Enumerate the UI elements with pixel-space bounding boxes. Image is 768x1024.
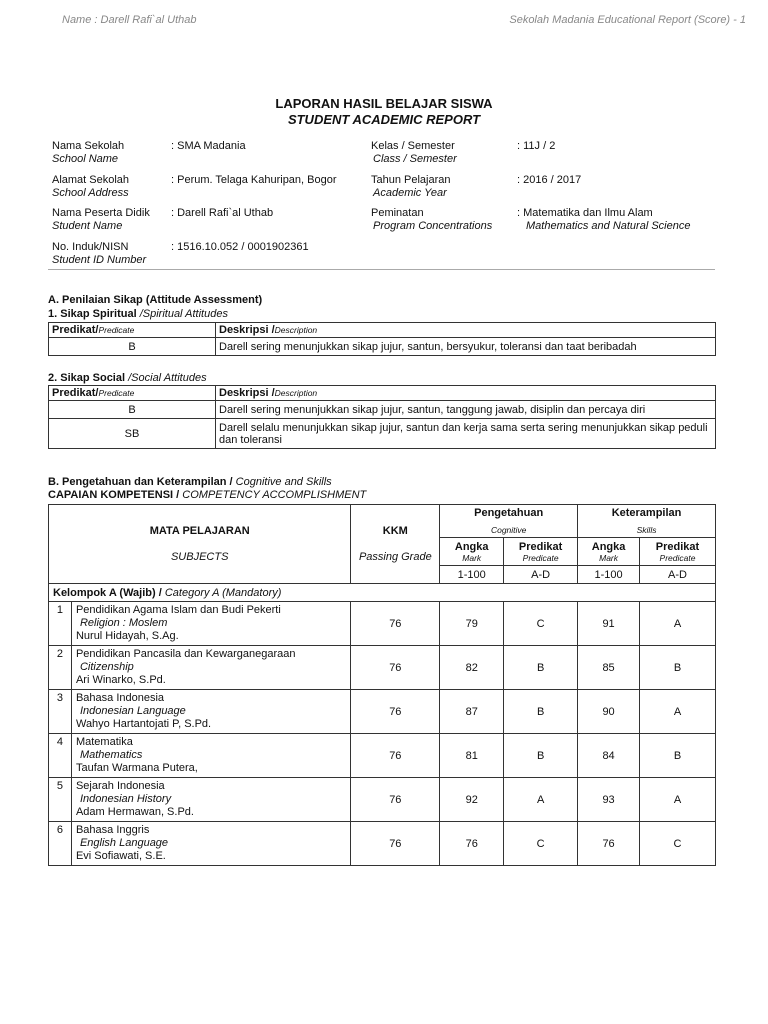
category-row <box>49 584 716 602</box>
info-label <box>52 174 129 200</box>
section-b-heading-id: B. Pengetahuan dan Keterampilan / <box>48 476 233 488</box>
section-a-heading: A. Penilaian Sikap (Attitude Assessment) <box>48 294 263 306</box>
spiritual-predicate: B <box>49 338 216 356</box>
subject-cell <box>71 646 350 690</box>
info-label-en: Student ID Number <box>52 254 147 266</box>
knowledge-mark-range: 1-100 <box>440 566 504 584</box>
kkm-value: 76 <box>351 690 440 734</box>
subject-number: 6 <box>49 822 72 866</box>
header-report-title: Sekolah Madania Educational Report (Score) - 1 <box>509 14 746 26</box>
subject-teacher: Ari Winarko, S.Pd. <box>75 674 166 686</box>
knowledge-predicate: A <box>504 778 578 822</box>
header-student-name: Name : Darell Rafi`al Uthab <box>62 14 197 26</box>
subjects-label-en: SUBJECTS <box>170 551 229 563</box>
info-label-id: Nama Peserta Didik <box>52 207 150 219</box>
subjects-header <box>49 505 351 584</box>
knowledge-mark: 87 <box>440 690 504 734</box>
subject-number: 5 <box>49 778 72 822</box>
info-value-id: : Matematika dan Ilmu Alam <box>517 207 653 219</box>
info-value-id: : 11J / 2 <box>517 140 556 152</box>
divider <box>48 269 715 270</box>
skills-predicate: B <box>640 734 716 778</box>
subject-row <box>49 734 716 778</box>
subject-teacher: Adam Hermawan, S.Pd. <box>75 806 194 818</box>
info-label-id: Tahun Pelajaran <box>371 174 451 186</box>
subject-cell <box>71 690 350 734</box>
category-label-en: Category A (Mandatory) <box>164 586 282 599</box>
subject-name-en: Mathematics <box>79 749 143 761</box>
skills-header <box>578 505 716 538</box>
info-value <box>517 207 690 233</box>
skills-predicate: A <box>640 690 716 734</box>
spiritual-description: Darell sering menunjukkan sikap jujur, santun, bersyukur, toleransi dan taat beribadah <box>216 338 716 356</box>
category-label: Kelompok A (Wajib) / <box>53 586 162 599</box>
subject-name: Pendidikan Pancasila dan Kewarganegaraan <box>75 648 296 660</box>
skills-label-en: Skills <box>636 525 657 535</box>
info-value: : Perum. Telaga Kahuripan, Bogor <box>171 174 337 186</box>
info-label-id: Peminatan <box>371 207 424 219</box>
kkm-value: 76 <box>351 734 440 778</box>
info-label <box>371 140 457 166</box>
social-predicate: B <box>49 401 216 419</box>
knowledge-mark: 82 <box>440 646 504 690</box>
kkm-value: 76 <box>351 778 440 822</box>
subject-name: Sejarah Indonesia <box>75 780 165 792</box>
knowledge-label: Pengetahuan <box>474 507 544 519</box>
spiritual-title-id: 1. Sikap Spiritual <box>48 308 137 320</box>
info-value: : SMA Madania <box>171 140 246 152</box>
subject-name-en: English Language <box>79 837 169 849</box>
report-title: LAPORAN HASIL BELAJAR SISWA <box>275 96 493 111</box>
skills-predicate: C <box>640 822 716 866</box>
spiritual-col-predicate: Predikat/Predicate <box>49 323 216 338</box>
skills-predicate: A <box>640 778 716 822</box>
knowledge-pred-range: A-D <box>504 566 578 584</box>
knowledge-predicate: C <box>504 822 578 866</box>
subject-cell <box>71 778 350 822</box>
knowledge-header <box>440 505 578 538</box>
subject-teacher: Evi Sofiawati, S.E. <box>75 850 166 862</box>
knowledge-predicate: B <box>504 734 578 778</box>
info-label-en: Program Concentrations <box>373 220 493 232</box>
skills-predicate: B <box>640 646 716 690</box>
knowledge-mark: 92 <box>440 778 504 822</box>
knowledge-mark: 76 <box>440 822 504 866</box>
subject-teacher: Taufan Warmana Putera, <box>75 762 198 774</box>
subject-name: Bahasa Inggris <box>75 824 150 836</box>
social-title-en: /Social Attitudes <box>128 372 207 384</box>
skills-mark: 93 <box>578 778 640 822</box>
info-label-id: Alamat Sekolah <box>52 174 130 186</box>
subject-teacher: Nurul Hidayah, S.Ag. <box>75 630 179 642</box>
subject-name-en: Indonesian Language <box>79 705 186 717</box>
info-label <box>371 174 451 200</box>
subject-teacher: Wahyo Hartantojati P, S.Pd. <box>75 718 212 730</box>
subject-name-en: Religion : Moslem <box>79 617 168 629</box>
info-label <box>52 207 150 233</box>
subject-row <box>49 822 716 866</box>
kkm-header <box>351 505 440 584</box>
knowledge-mark-header: Angka Mark <box>440 538 504 566</box>
skills-mark-header: Angka Mark <box>578 538 640 566</box>
spiritual-title <box>48 308 228 320</box>
kkm-value: 76 <box>351 646 440 690</box>
info-label <box>52 140 124 166</box>
report-subtitle: STUDENT ACADEMIC REPORT <box>287 112 481 127</box>
section-b-heading-en: Cognitive and Skills <box>235 476 332 488</box>
social-description: Darell sering menunjukkan sikap jujur, santun, tanggung jawab, disiplin dan percaya diri <box>216 401 716 419</box>
info-value: : 1516.10.052 / 0001902361 <box>171 241 309 253</box>
info-label-id: No. Induk/NISN <box>52 241 129 253</box>
section-b-sub <box>48 489 366 501</box>
subject-row <box>49 646 716 690</box>
knowledge-label-en: Cognitive <box>490 525 527 535</box>
info-label-en: Class / Semester <box>373 153 457 165</box>
knowledge-predicate: B <box>504 690 578 734</box>
subject-number: 2 <box>49 646 72 690</box>
skills-pred-header: Predikat Predicate <box>640 538 716 566</box>
subject-name-en: Indonesian History <box>79 793 172 805</box>
subject-number: 1 <box>49 602 72 646</box>
social-title <box>48 372 207 384</box>
info-value: : Darell Rafi`al Uthab <box>171 207 274 219</box>
subject-number: 3 <box>49 690 72 734</box>
spiritual-table <box>48 322 716 356</box>
info-label-en: School Address <box>52 187 129 199</box>
grades-table <box>48 504 716 866</box>
social-table <box>48 385 716 449</box>
knowledge-predicate: B <box>504 646 578 690</box>
info-value <box>517 140 555 153</box>
info-label-id: Nama Sekolah <box>52 140 125 152</box>
kkm-value: 76 <box>351 822 440 866</box>
subject-name: Matematika <box>75 736 133 748</box>
subjects-label: MATA PELAJARAN <box>149 525 250 537</box>
skills-pred-range: A-D <box>640 566 716 584</box>
info-label-id: Kelas / Semester <box>371 140 455 152</box>
info-label-en: Student Name <box>52 220 123 232</box>
section-b-heading <box>48 476 332 488</box>
skills-mark-range: 1-100 <box>578 566 640 584</box>
social-title-id: 2. Sikap Social <box>48 372 126 384</box>
info-label-en: School Name <box>52 153 119 165</box>
knowledge-predicate: C <box>504 602 578 646</box>
skills-mark: 76 <box>578 822 640 866</box>
skills-mark: 90 <box>578 690 640 734</box>
section-b-sub-en: COMPETENCY ACCOMPLISHMENT <box>182 489 367 501</box>
grade-rows <box>49 602 716 866</box>
skills-mark: 91 <box>578 602 640 646</box>
social-description: Darell selalu menunjukkan sikap jujur, santun dan kerja sama serta sering menunjukkan sikap peduli dan toleransi <box>216 419 716 449</box>
info-label-en: Academic Year <box>373 187 447 199</box>
kkm-label-en: Passing Grade <box>358 551 432 563</box>
subject-name-en: Citizenship <box>79 661 134 673</box>
info-label <box>371 207 492 233</box>
info-label <box>52 241 146 267</box>
spiritual-col-description: Deskripsi /Description <box>216 323 716 338</box>
info-value-id: : 2016 / 2017 <box>517 174 582 186</box>
subject-row <box>49 778 716 822</box>
knowledge-pred-header: Predikat Predicate <box>504 538 578 566</box>
subject-number: 4 <box>49 734 72 778</box>
section-b-sub-id: CAPAIAN KOMPETENSI / <box>48 489 180 501</box>
subject-row <box>49 602 716 646</box>
info-value <box>517 174 581 187</box>
social-col-predicate: Predikat/Predicate <box>49 386 216 401</box>
social-col-description: Deskripsi /Description <box>216 386 716 401</box>
knowledge-mark: 81 <box>440 734 504 778</box>
subject-row <box>49 690 716 734</box>
spiritual-title-en: /Spiritual Attitudes <box>139 308 228 320</box>
social-predicate: SB <box>49 419 216 449</box>
subject-cell <box>71 734 350 778</box>
info-value-en: Mathematics and Natural Science <box>526 220 691 232</box>
skills-mark: 84 <box>578 734 640 778</box>
subject-cell <box>71 602 350 646</box>
skills-mark: 85 <box>578 646 640 690</box>
skills-label: Keterampilan <box>611 507 682 519</box>
subject-name: Pendidikan Agama Islam dan Budi Pekerti <box>75 604 281 616</box>
subject-name: Bahasa Indonesia <box>75 692 165 704</box>
subject-cell <box>71 822 350 866</box>
kkm-value: 76 <box>351 602 440 646</box>
knowledge-mark: 79 <box>440 602 504 646</box>
kkm-label: KKM <box>382 525 408 537</box>
skills-predicate: A <box>640 602 716 646</box>
